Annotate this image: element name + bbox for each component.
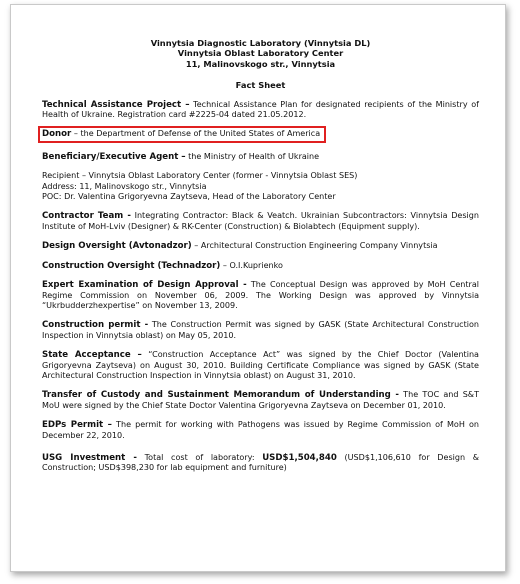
technical-assistance-text: Technical Assistance Plan for designated recipients of the Ministry of Health of Ukraine. Registration card #2225-04 dated 21.05.2012. xyxy=(42,99,479,120)
edps-permit-paragraph xyxy=(42,420,479,441)
document-header xyxy=(42,38,479,69)
usg-investment-label: USG Investment - xyxy=(42,452,137,463)
fact-sheet-title: Fact Sheet xyxy=(235,80,286,91)
edps-permit-label: EDPs Permit – xyxy=(42,420,112,431)
expert-examination-paragraph xyxy=(42,280,479,311)
construction-permit-paragraph xyxy=(42,320,479,341)
header-lab-name: Vinnytsia Diagnostic Laboratory (Vinnytsia DL) xyxy=(150,38,371,48)
design-oversight-paragraph xyxy=(42,241,479,251)
usg-investment-total: USD$1,504,840 xyxy=(262,452,337,463)
construction-permit-text: The Construction Permit was signed by GASK (State Architectural Construction Inspection in Vinnytsia oblast) on May 05, 2010. xyxy=(42,320,480,340)
header-center-name: Vinnytsia Oblast Laboratory Center xyxy=(177,48,344,59)
transfer-of-custody-label: Transfer of Custody and Sustainment Memorandum of Understanding - xyxy=(42,390,399,401)
usg-investment-text-after: (USD$1,106,610 for Design & Construction; USD$398,230 for lab equipment and furniture) xyxy=(42,452,480,473)
document-page xyxy=(10,4,506,572)
recipient-poc: POC: Dr. Valentina Grigoryevna Zaytseva, Head of the Laboratory Center xyxy=(42,192,336,202)
edps-permit-text: The permit for working with Pathogens was issued by Regime Commission of MoH on December 22, 2010. xyxy=(42,420,479,440)
header-address: 11, Malinovskogo str., Vinnytsia xyxy=(185,58,336,69)
recipient-paragraph xyxy=(42,171,479,202)
contractor-team-label: Contractor Team - xyxy=(42,211,131,222)
recipient-line: Recipient – Vinnytsia Oblast Laboratory Center (former - Vinnytsia Oblast SES) xyxy=(42,171,358,181)
transfer-of-custody-text: The TOC and S&T MoU were signed by the Chief State Doctor Valentina Grigoryevna Zaytseva on December 01, 2010. xyxy=(42,390,479,410)
technical-assistance-label: Technical Assistance Project – xyxy=(42,99,190,110)
technical-assistance-paragraph xyxy=(42,100,479,121)
expert-examination-text: The Conceptual Design was approved by MoH Central Regime Commission on November 06, 2009. The Working Design was approved by Vinnytsia “Ukrbudderzhexpertise” on November 13, 2009. xyxy=(42,280,479,310)
beneficiary-paragraph xyxy=(42,152,479,162)
donor-label: Donor xyxy=(42,129,72,140)
recipient-address: Address: 11, Malinovskogo str., Vinnytsia xyxy=(42,181,207,191)
donor-highlight-box xyxy=(38,126,326,142)
construction-oversight-text: – O.I.Kuprienko xyxy=(220,260,283,270)
state-acceptance-paragraph xyxy=(42,350,479,381)
contractor-team-text: Integrating Contractor: Black & Veatch. Ukrainian Subcontractors: Vinnytsia Design Institute of MoH-Lviv (Designer) & RK-Center (Construction) & Biolabtech (Equipment supply). xyxy=(42,211,479,231)
design-oversight-text: – Architectural Construction Engineering Company Vinnytsia xyxy=(191,241,438,251)
donor-text: – the Department of Defense of the United States of America xyxy=(71,129,321,139)
construction-oversight-paragraph xyxy=(42,261,479,271)
transfer-of-custody-paragraph xyxy=(42,390,479,411)
state-acceptance-label: State Acceptance – xyxy=(42,350,142,361)
donor-paragraph xyxy=(42,129,479,142)
fact-sheet-content xyxy=(42,38,479,483)
construction-oversight-label: Construction Oversight (Technadzor) xyxy=(42,260,221,271)
expert-examination-label: Expert Examination of Design Approval - xyxy=(42,280,247,291)
beneficiary-label: Beneficiary/Executive Agent – xyxy=(42,151,186,162)
design-oversight-label: Design Oversight (Avtonadzor) xyxy=(42,241,192,252)
usg-investment-paragraph xyxy=(42,453,479,474)
beneficiary-text: the Ministry of Health of Ukraine xyxy=(185,151,320,161)
construction-permit-label: Construction permit - xyxy=(42,320,149,331)
usg-investment-text-before: Total cost of laboratory: xyxy=(136,452,263,462)
contractor-team-paragraph xyxy=(42,211,479,232)
state-acceptance-text: “Construction Acceptance Act” was signed by the Chief Doctor (Valentina Grigoryevna Zaytseva) on August 30, 2010. Building Certificate Compliance was signed by GASK (State Architectural Construction Inspection in Vinnytsia oblast) on August 31, 2010. xyxy=(42,350,479,380)
